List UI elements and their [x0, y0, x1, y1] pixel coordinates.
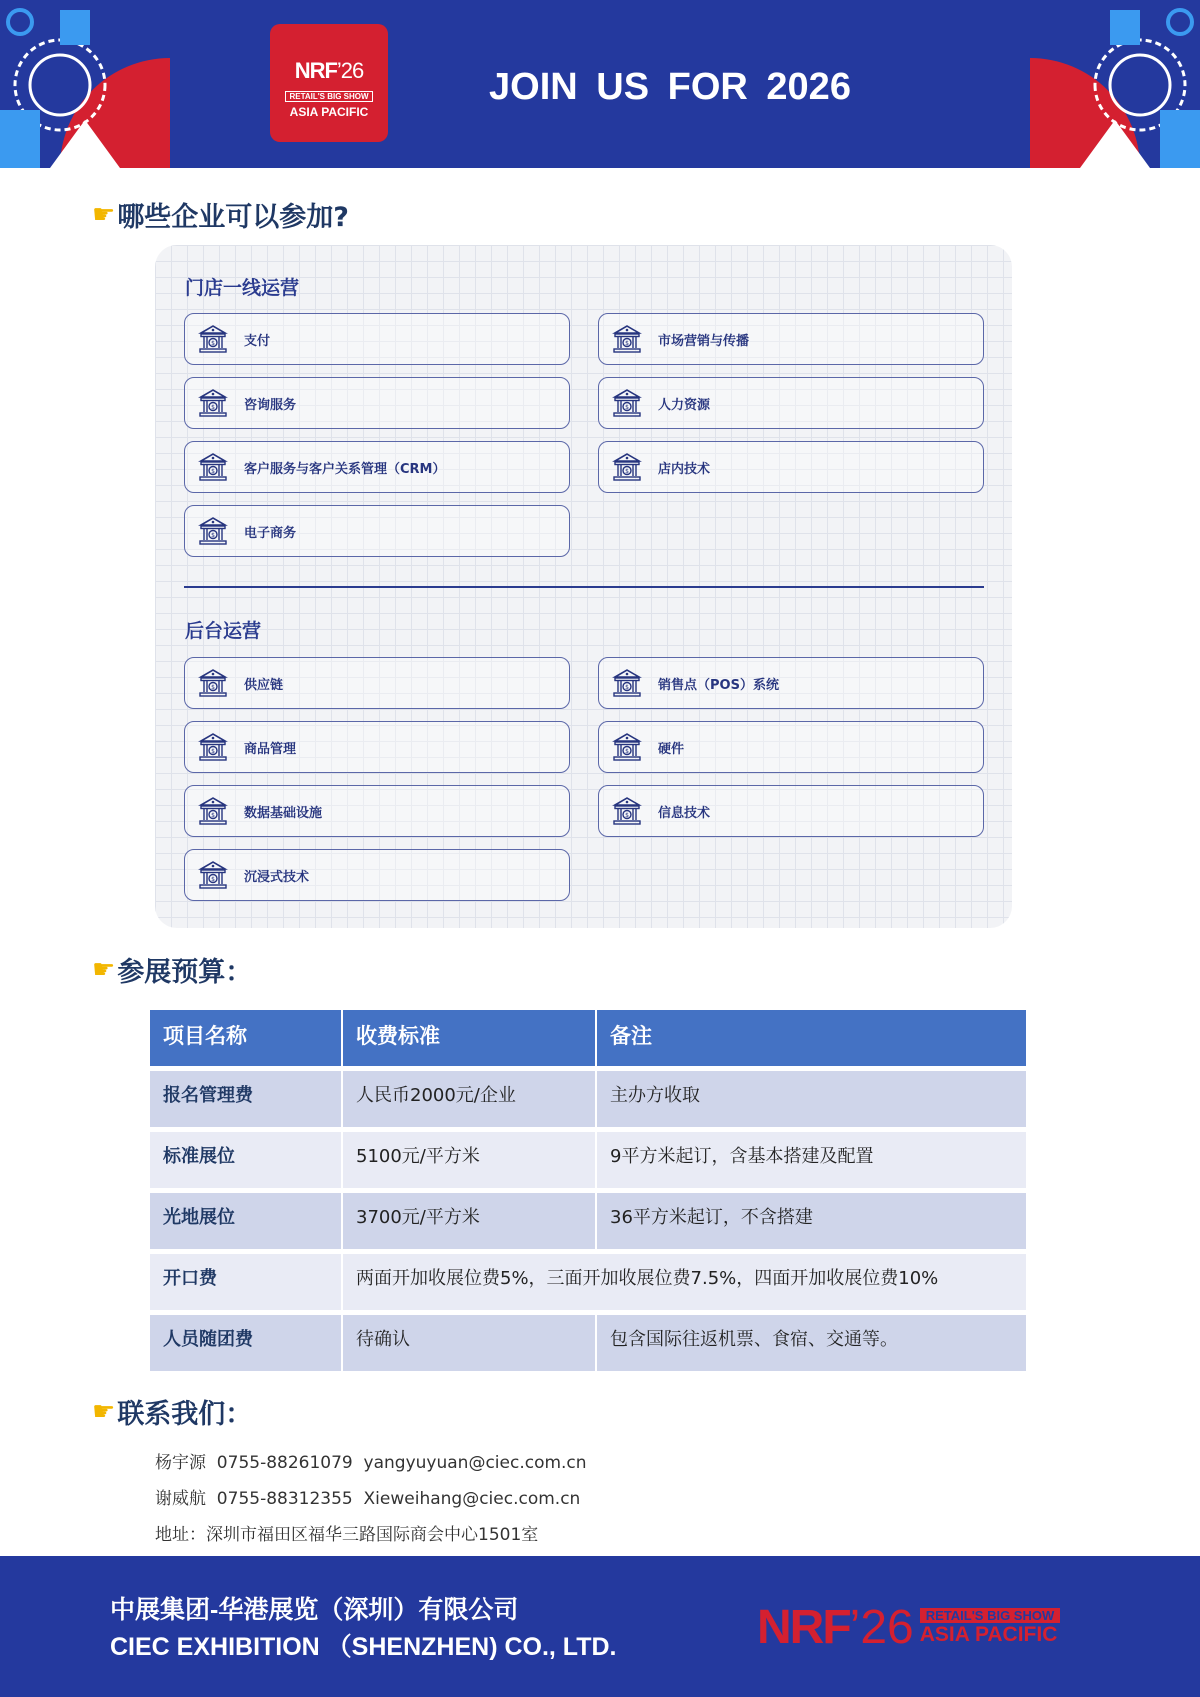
svg-text:$: $ [625, 340, 629, 347]
category-item [598, 657, 984, 709]
logo-region: ASIA PACIFIC [919, 1623, 1058, 1646]
svg-text:$: $ [211, 468, 215, 475]
category-label: 咨询服务 [244, 397, 297, 413]
fee: 3700元/平方米 [343, 1193, 595, 1249]
category-item [598, 377, 984, 429]
bank-icon [197, 795, 229, 827]
footer-nrf-logo [757, 1600, 1060, 1655]
logo-year: ’26 [849, 1601, 914, 1654]
category-item [184, 441, 570, 493]
heading-text: 参展预算： [117, 957, 253, 988]
section-heading-who [92, 195, 349, 234]
bank-icon [611, 667, 643, 699]
bank-icon [197, 323, 229, 355]
category-label: 沉浸式技术 [244, 869, 310, 885]
page-title: JOIN US FOR 2026 [489, 66, 851, 108]
svg-text:$: $ [211, 876, 215, 883]
fee: 人民币2000元/企业 [343, 1071, 595, 1127]
front-ops-title: 门店一线运营 [185, 277, 300, 299]
fee: 待确认 [343, 1315, 595, 1371]
svg-text:$: $ [625, 468, 629, 475]
category-label: 数据基础设施 [244, 805, 323, 821]
column-header: 收费标准 [343, 1010, 595, 1066]
category-item [598, 721, 984, 773]
note: 主办方收取 [597, 1071, 1026, 1127]
bank-icon [611, 795, 643, 827]
svg-text:$: $ [211, 812, 215, 819]
column-header: 备注 [597, 1010, 1026, 1066]
item-name: 报名管理费 [150, 1071, 341, 1127]
category-item [184, 505, 570, 557]
note: 包含国际往返机票、食宿、交通等。 [597, 1315, 1026, 1371]
logo-nrf: NRF [757, 1601, 850, 1654]
category-item [598, 441, 984, 493]
bank-icon [197, 667, 229, 699]
category-label: 支付 [244, 333, 271, 349]
nrf-logo [270, 24, 388, 142]
item-name: 人员随团费 [150, 1315, 341, 1371]
header-banner [0, 0, 1200, 168]
category-label: 人力资源 [658, 397, 711, 413]
svg-text:$: $ [625, 404, 629, 411]
company-name-cn: 中展集团-华港展览（深圳）有限公司 [110, 1596, 519, 1624]
logo-nrf: NRF [294, 58, 337, 83]
bank-icon [611, 731, 643, 763]
table-row [150, 1071, 1026, 1127]
svg-text:$: $ [625, 812, 629, 819]
svg-text:$: $ [625, 684, 629, 691]
bank-icon [197, 731, 229, 763]
svg-text:$: $ [211, 340, 215, 347]
item-name: 开口费 [150, 1254, 341, 1310]
pointing-hand-icon: ☛ [92, 199, 116, 230]
category-label: 商品管理 [244, 741, 297, 757]
table-row [150, 1132, 1026, 1188]
note: 36平方米起订，不含搭建 [597, 1193, 1026, 1249]
bank-icon [611, 451, 643, 483]
svg-text:$: $ [211, 404, 215, 411]
category-item [184, 785, 570, 837]
section-heading-contact [92, 1392, 252, 1431]
pointing-hand-icon: ☛ [92, 1396, 116, 1427]
heading-text: 联系我们： [117, 1399, 253, 1430]
category-label: 销售点（POS）系统 [658, 677, 779, 693]
category-item [184, 721, 570, 773]
category-item [598, 313, 984, 365]
logo-region: ASIA PACIFIC [289, 105, 369, 119]
bank-icon [197, 387, 229, 419]
logo-year: ’26 [336, 58, 364, 83]
svg-text:$: $ [625, 748, 629, 755]
fee: 两面开加收展位费5%，三面开加收展位费7.5%，四面开加收展位费10% [343, 1254, 1026, 1310]
item-name: 光地展位 [150, 1193, 341, 1249]
category-label: 硬件 [658, 741, 685, 757]
table-row [150, 1315, 1026, 1371]
svg-text:$: $ [211, 748, 215, 755]
pointing-hand-icon: ☛ [92, 954, 116, 985]
company-name-en: CIEC EXHIBITION （SHENZHEN) CO., LTD. [110, 1633, 617, 1661]
budget-table [148, 1005, 1028, 1376]
category-label: 客户服务与客户关系管理（CRM） [244, 461, 446, 477]
category-item [184, 657, 570, 709]
fee: 5100元/平方米 [343, 1132, 595, 1188]
svg-text:$: $ [211, 684, 215, 691]
table-row [150, 1193, 1026, 1249]
bank-icon [611, 387, 643, 419]
category-label: 信息技术 [658, 805, 711, 821]
section-heading-budget [92, 950, 252, 989]
section-divider [184, 586, 984, 588]
contact-line: 杨宇源 0755-88261079 yangyuyuan@ciec.com.cn [155, 1453, 587, 1473]
category-label: 店内技术 [658, 461, 711, 477]
bank-icon [197, 451, 229, 483]
category-item [184, 313, 570, 365]
bank-icon [611, 323, 643, 355]
decorative-pattern-left [0, 0, 170, 168]
table-header-row [150, 1010, 1026, 1066]
contact-line: 谢威航 0755-88312355 Xieweihang@ciec.com.cn [155, 1489, 581, 1509]
bank-icon [197, 515, 229, 547]
category-item [598, 785, 984, 837]
table-row [150, 1254, 1026, 1310]
category-item [184, 377, 570, 429]
decorative-pattern-right [1030, 0, 1200, 168]
svg-text:$: $ [211, 532, 215, 539]
logo-tagline: RETAIL'S BIG SHOW [920, 1608, 1061, 1623]
heading-text: 哪些企业可以参加? [117, 202, 349, 233]
category-item [184, 849, 570, 901]
back-ops-title: 后台运营 [185, 620, 262, 642]
column-header: 项目名称 [150, 1010, 341, 1066]
bank-icon [197, 859, 229, 891]
logo-tagline: RETAIL'S BIG SHOW [285, 91, 372, 102]
category-label: 电子商务 [244, 525, 297, 541]
address-line: 地址：深圳市福田区福华三路国际商会中心1501室 [155, 1525, 539, 1545]
note: 9平方米起订，含基本搭建及配置 [597, 1132, 1026, 1188]
category-label: 市场营销与传播 [658, 333, 750, 349]
category-label: 供应链 [244, 677, 284, 693]
item-name: 标准展位 [150, 1132, 341, 1188]
